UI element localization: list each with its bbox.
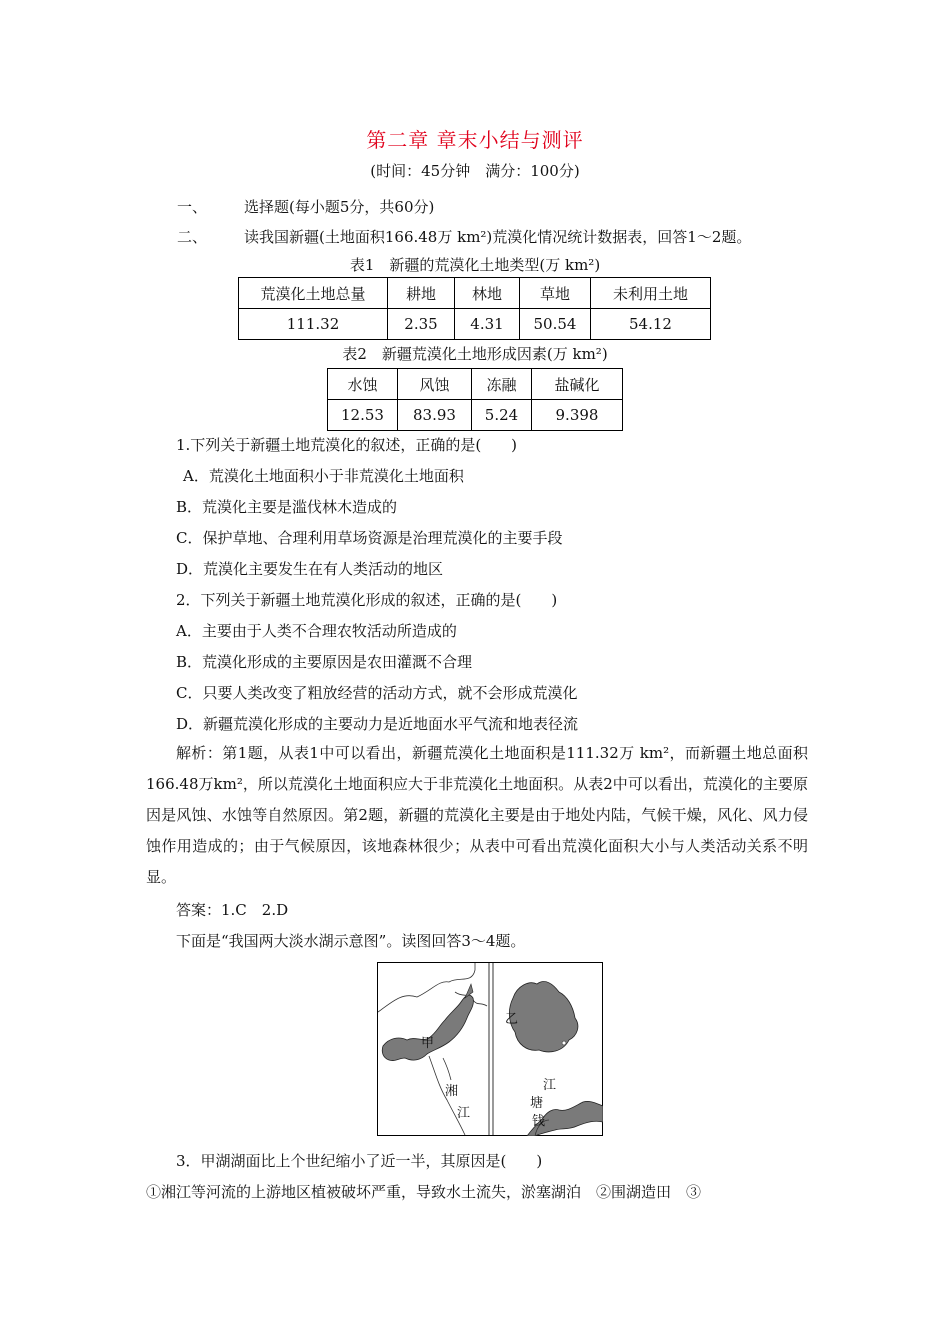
table-cell: 2.35 xyxy=(388,309,455,340)
table-header-cell: 风蚀 xyxy=(398,369,472,400)
table2-formation-factors xyxy=(327,368,623,431)
table-cell: 83.93 xyxy=(398,400,472,431)
table-header-cell: 水蚀 xyxy=(328,369,398,400)
question-2-option-c: C．只要人类改变了粗放经营的活动方式，就不会形成荒漠化 xyxy=(176,684,578,702)
question-2-option-a: A．主要由于人类不合理农牧活动所造成的 xyxy=(176,622,457,640)
table-cell: 54.12 xyxy=(591,309,711,340)
label-jiang-xiang: 江 xyxy=(457,1106,471,1121)
label-xiang: 湘 xyxy=(445,1084,459,1099)
page-title: 第二章 章末小结与测评 xyxy=(366,128,584,152)
table-cell: 5.24 xyxy=(472,400,532,431)
table-row xyxy=(328,369,623,400)
table-cell: 111.32 xyxy=(239,309,388,340)
map-intro: 下面是“我国两大淡水湖示意图”。读图回答3～4题。 xyxy=(176,932,526,950)
table-header-cell: 荒漠化土地总量 xyxy=(239,278,388,309)
question-1-option-a: A．荒漠化土地面积小于非荒漠化土地面积 xyxy=(183,467,464,485)
table-header-cell: 耕地 xyxy=(388,278,455,309)
label-yi: 乙 xyxy=(505,1012,519,1027)
question-2-option-b: B．荒漠化形成的主要原因是农田灌溉不合理 xyxy=(176,653,473,671)
table-header-cell: 草地 xyxy=(520,278,591,309)
section-one-number: 一、 xyxy=(177,198,208,216)
table1-caption: 表1 新疆的荒漠化土地类型(万 km²) xyxy=(349,256,601,274)
table-header-cell: 未利用土地 xyxy=(591,278,711,309)
table-header-cell: 冻融 xyxy=(472,369,532,400)
label-qian: 钱 xyxy=(532,1114,546,1129)
label-jiang-qiantang: 江 xyxy=(543,1078,557,1093)
table-row xyxy=(328,400,623,431)
question-2-option-d: D．新疆荒漠化形成的主要动力是近地面水平气流和地表径流 xyxy=(176,715,579,733)
question-1-stem: 1.下列关于新疆土地荒漠化的叙述，正确的是( ) xyxy=(176,436,518,454)
table-header-cell: 林地 xyxy=(455,278,520,309)
section-two-number: 二、 xyxy=(177,228,208,246)
table-cell: 50.54 xyxy=(520,309,591,340)
question-3-line: ①湘江等河流的上游地区植被破坏严重，导致水土流失，淤塞湖泊 ②围湖造田 ③ xyxy=(146,1183,702,1201)
table1-desertification-types xyxy=(238,277,711,340)
table-row xyxy=(239,278,711,309)
section-two-instruction: 读我国新疆(土地面积166.48万 km²)荒漠化情况统计数据表，回答1～2题。 xyxy=(244,228,752,246)
table2-caption: 表2 新疆荒漠化土地形成因素(万 km²) xyxy=(342,345,608,363)
lake-map-graphic xyxy=(377,962,603,1136)
answer-line: 答案：1.C 2.D xyxy=(176,901,289,919)
section-one-heading: 选择题(每小题5分，共60分) xyxy=(244,198,435,216)
question-2-stem: 2．下列关于新疆土地荒漠化形成的叙述，正确的是( ) xyxy=(176,591,558,609)
analysis-paragraph: 解析：第1题，从表1中可以看出，新疆荒漠化土地面积是111.32万 km²，而新疆土地总面积166.48万km²，所以荒漠化土地面积应大于非荒漠化土地面积。从表2中可以看出，荒漠化的主要原因是风蚀、水蚀等自然原因。第2题，新疆的荒漠化主要是由于地处内陆，气候干燥，风化、风力侵蚀作用造成的；由于气候原因，该地森林很少；从表中可看出荒漠化面积大小与人类活动关系不明显。 xyxy=(146,744,808,886)
two-lakes-map xyxy=(377,962,603,1136)
label-jia: 甲 xyxy=(421,1036,435,1051)
question-1-option-c: C．保护草地、合理利用草场资源是治理荒漠化的主要手段 xyxy=(176,529,563,547)
label-tang: 塘 xyxy=(530,1096,544,1111)
exam-info: (时间：45分钟 满分：100分) xyxy=(370,162,580,180)
question-3-stem: 3．甲湖湖面比上个世纪缩小了近一半，其原因是( ) xyxy=(176,1152,543,1170)
table-row xyxy=(239,309,711,340)
table-cell: 4.31 xyxy=(455,309,520,340)
table-header-cell: 盐碱化 xyxy=(532,369,623,400)
question-1-option-b: B．荒漠化主要是滥伐林木造成的 xyxy=(176,498,398,516)
table-cell: 12.53 xyxy=(328,400,398,431)
island xyxy=(562,1041,566,1045)
question-1-option-d: D．荒漠化主要发生在有人类活动的地区 xyxy=(176,560,444,578)
table-cell: 9.398 xyxy=(532,400,623,431)
